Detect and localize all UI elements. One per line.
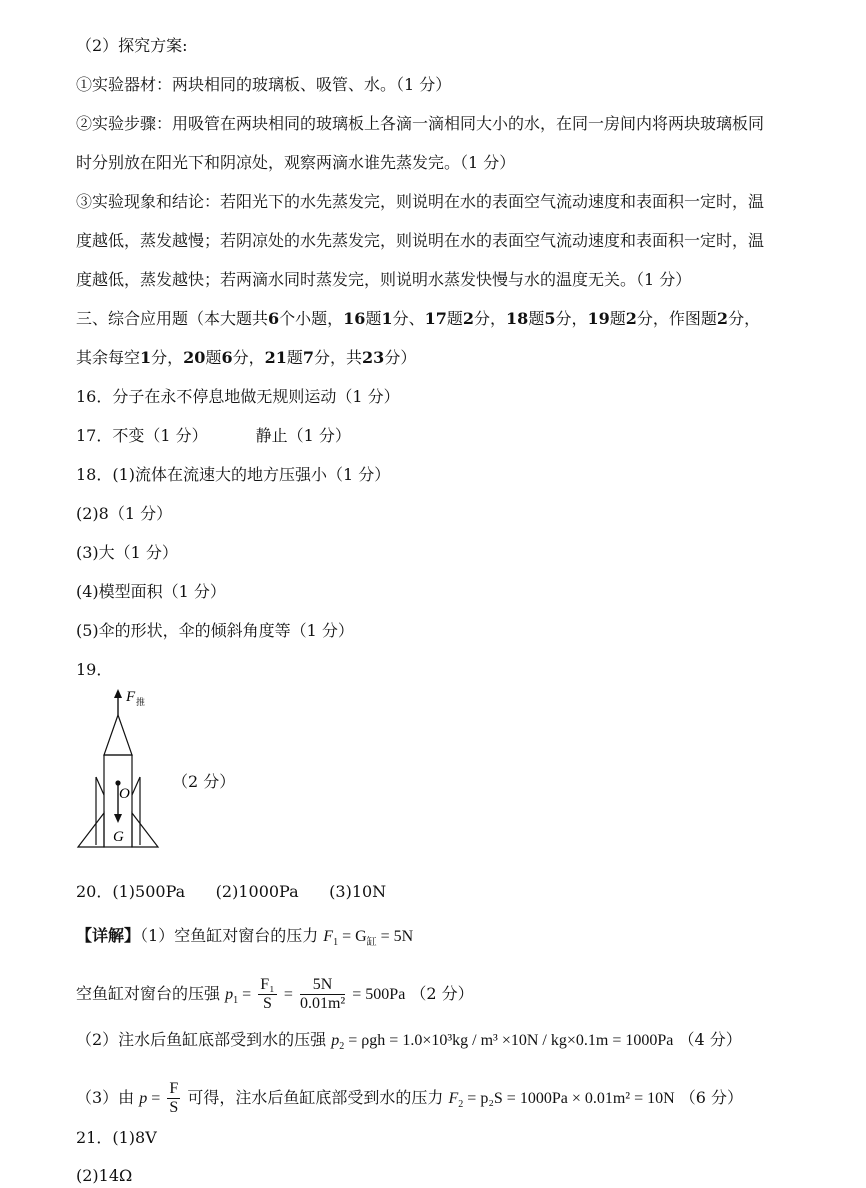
line-conclusion-1: ③实验现象和结论：若阳光下的水先蒸发完，则说明在水的表面空气流动速度和表面积一定时，温: [76, 192, 765, 211]
answer-18-3: (3)大（1 分）: [76, 543, 178, 562]
answer-18-2: (2)8（1 分）: [76, 504, 173, 523]
answer-16: 16．分子在永不停息地做无规则运动（1 分）: [76, 387, 400, 406]
detail-part-1-pressure: 空鱼缸对窗台的压强 $p_1$ = $\frac{\text{F₁}}{S}$ = $\frac{5N}{\text{0.01m²}}$ = 500Pa （2 分）: [76, 976, 474, 1012]
answer-17: 17．不变（1 分） 静止（1 分）: [76, 426, 351, 445]
section-3-heading-line2: 其余每空1分，20题6分，21题7分，共23分）: [76, 348, 417, 367]
detail-part-1: 【详解】（1）空鱼缸对窗台的压力 $F_1 = G_缸 = 5N$: [76, 926, 414, 949]
line-materials: ①实验器材：两块相同的玻璃板、吸管、水。（1 分）: [76, 75, 452, 94]
gravity-label: G: [113, 829, 124, 845]
answer-18-5: (5)伞的形状，伞的倾斜角度等（1 分）: [76, 621, 354, 640]
answer-21-2: (2)14Ω: [76, 1166, 133, 1185]
answer-19-score: （2 分）: [172, 772, 236, 791]
center-label: O: [119, 786, 130, 802]
answer-19-label: 19．: [76, 660, 113, 679]
section-3-heading-line1: 三、综合应用题（本大题共6个小题，16题1分、17题2分，18题5分，19题2分，作图题2分，: [76, 309, 761, 328]
answer-18-4: (4)模型面积（1 分）: [76, 582, 226, 601]
rocket-force-diagram: [70, 685, 170, 865]
line-conclusion-2: 度越低，蒸发越慢；若阴凉处的水先蒸发完，则说明在水的表面空气流动速度和表面积一定时，温: [76, 231, 765, 250]
answer-18-1: 18．(1)流体在流速大的地方压强小（1 分）: [76, 465, 391, 484]
line-plan-title: （2）探究方案:: [76, 36, 188, 55]
detail-part-2: （2）注水后鱼缸底部受到水的压强 $p_2 = \rho gh = 1.0\times 10^3kg / m^3 \times 10N / kg\times 0.1m = 1000Pa$ （4 分）: [76, 1030, 742, 1053]
line-steps-2: 时分别放在阳光下和阴凉处，观察两滴水谁先蒸发完。（1 分）: [76, 153, 516, 172]
thrust-subscript: 推: [136, 697, 146, 707]
answer-21-1: 21．(1)8V: [76, 1128, 157, 1147]
thrust-label: F: [126, 689, 136, 705]
line-steps-1: ②实验步骤：用吸管在两块相同的玻璃板上各滴一滴相同大小的水，在同一房间内将两块玻璃板同: [76, 114, 765, 133]
answer-20: 20．(1)500Pa (2)1000Pa (3)10N: [76, 882, 387, 901]
line-conclusion-3: 度越低，蒸发越快；若两滴水同时蒸发完，则说明水蒸发快慢与水的温度无关。（1 分）: [76, 270, 692, 289]
detail-part-3: （3）由 p = $\frac{F}{S}$ 可得，注水后鱼缸底部受到水的压力 $F_2 = p_2S = 1000Pa \times 0.01m^2 = 10N$ （6 分）: [76, 1080, 744, 1116]
